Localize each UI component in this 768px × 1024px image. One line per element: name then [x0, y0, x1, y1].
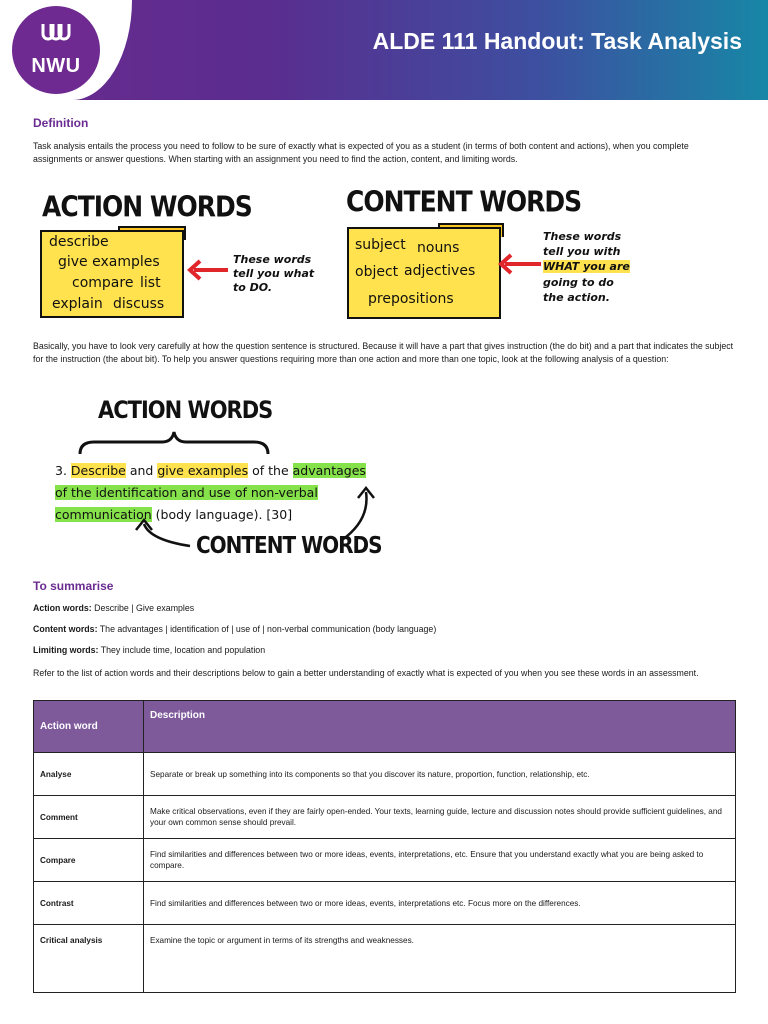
row-word: Compare	[34, 839, 144, 882]
row-desc: Separate or break up something into its components so that you discover its nature, proportion, function, relationship, etc.	[144, 753, 736, 796]
row-word: Critical analysis	[34, 925, 144, 993]
example-action-label: ACTION WORDS	[98, 396, 273, 424]
row-word: Comment	[34, 796, 144, 839]
hl-give-examples: give examples	[157, 463, 249, 478]
header-banner	[0, 0, 768, 100]
row-desc: Make critical observations, even if they are fairly open-ended. Your texts, learning guide, lecture and discussion notes should provide sufficient guidelines, and your own common sense should prevail.	[144, 796, 736, 839]
action-note-1: These words	[233, 253, 312, 266]
row-desc: Find similarities and differences between two or more ideas, events, interpretations, etc. Ensure that you understand exactly what you are being asked to compare.	[144, 839, 736, 882]
content-note-2: tell you with	[543, 245, 621, 258]
content-folder-title: CONTENT WORDS	[346, 184, 582, 219]
brace-icon	[74, 428, 274, 458]
summary-limiting-line: Limiting words: They include time, location and population	[33, 645, 266, 655]
action-words-table	[33, 700, 736, 993]
col-action-word: Action word	[34, 701, 144, 753]
row-word: Contrast	[34, 882, 144, 925]
summary-content-line: Content words: The advantages | identification of | use of | non-verbal communication (body language)	[33, 624, 437, 634]
row-word: Analyse	[34, 753, 144, 796]
col-description: Description	[144, 701, 736, 753]
red-arrow-icon	[186, 258, 230, 282]
content-word-adjectives: adjectives	[404, 263, 476, 279]
table-row	[34, 796, 736, 839]
row-desc: Find similarities and differences between two or more ideas, events, interpretations etc. Focus more on the differences.	[144, 882, 736, 925]
row-desc: Examine the topic or argument in terms of its strengths and weaknesses.	[144, 925, 736, 993]
example-line-1: 3. Describe and give examples of the advantages	[55, 463, 366, 478]
definition-heading: Definition	[33, 116, 89, 130]
table-row	[34, 925, 736, 993]
content-note-4: going to do	[543, 276, 614, 289]
action-word-compare: compare	[72, 275, 134, 291]
basically-text: Basically, you have to look very carefully at how the question sentence is structured. Because it will have a part that gives instruction (the do bit) and a part that indicates the subject for the instruction (the about bit). To help you answer questions requiring more than one action and more than one topic, look at the following analysis of a question:	[33, 341, 734, 364]
table-row	[34, 839, 736, 882]
logo-mark-icon	[39, 20, 73, 48]
content-word-prepositions: prepositions	[368, 291, 454, 307]
logo-text: NWU	[31, 55, 81, 77]
action-word-give-examples: give examples	[58, 254, 160, 270]
nwu-logo	[12, 6, 100, 94]
definition-text: Task analysis entails the process you need to follow to be sure of exactly what is expected of you as a student (in terms of both content and actions), when you complete assignments or answer questions. When starting with an assignment you need to find the action, content, and limiting words.	[33, 141, 689, 164]
content-word-nouns: nouns	[417, 240, 460, 256]
hl-identification: of the identification and use of non-verbal	[55, 485, 318, 500]
action-word-explain: explain	[52, 296, 103, 312]
hl-describe: Describe	[70, 463, 126, 478]
summary-heading: To summarise	[33, 579, 114, 593]
content-word-subject: subject	[355, 237, 406, 253]
table-row	[34, 882, 736, 925]
summary-action-line: Action words: Describe | Give examples	[33, 603, 195, 613]
example-line-3: communication (body language). [30]	[55, 507, 293, 522]
action-word-list: list	[140, 275, 161, 291]
logo-area	[0, 0, 132, 100]
action-word-discuss: discuss	[113, 296, 165, 312]
hl-advantages: advantages	[292, 463, 366, 478]
table-header-row	[34, 701, 736, 753]
page-title: ALDE 111 Handout: Task Analysis	[372, 28, 742, 54]
refer-text: Refer to the list of action words and their descriptions below to gain a better understanding of exactly what is expected of you when you see these words in an assessment.	[33, 668, 699, 678]
content-note-1: These words	[543, 230, 622, 243]
action-word-describe: describe	[49, 234, 109, 250]
question-number: 3.	[55, 463, 67, 478]
action-folder-title: ACTION WORDS	[42, 189, 252, 224]
content-note-5: the action.	[543, 291, 610, 304]
content-word-object: object	[355, 264, 399, 280]
action-note-2: tell you what	[233, 267, 315, 280]
example-content-label: CONTENT WORDS	[196, 531, 382, 559]
table-row	[34, 753, 736, 796]
hl-communication: communication	[55, 507, 152, 522]
content-note-3: WHAT you are	[543, 260, 630, 273]
action-note-3: to DO.	[233, 281, 273, 294]
red-arrow-icon	[497, 252, 543, 276]
